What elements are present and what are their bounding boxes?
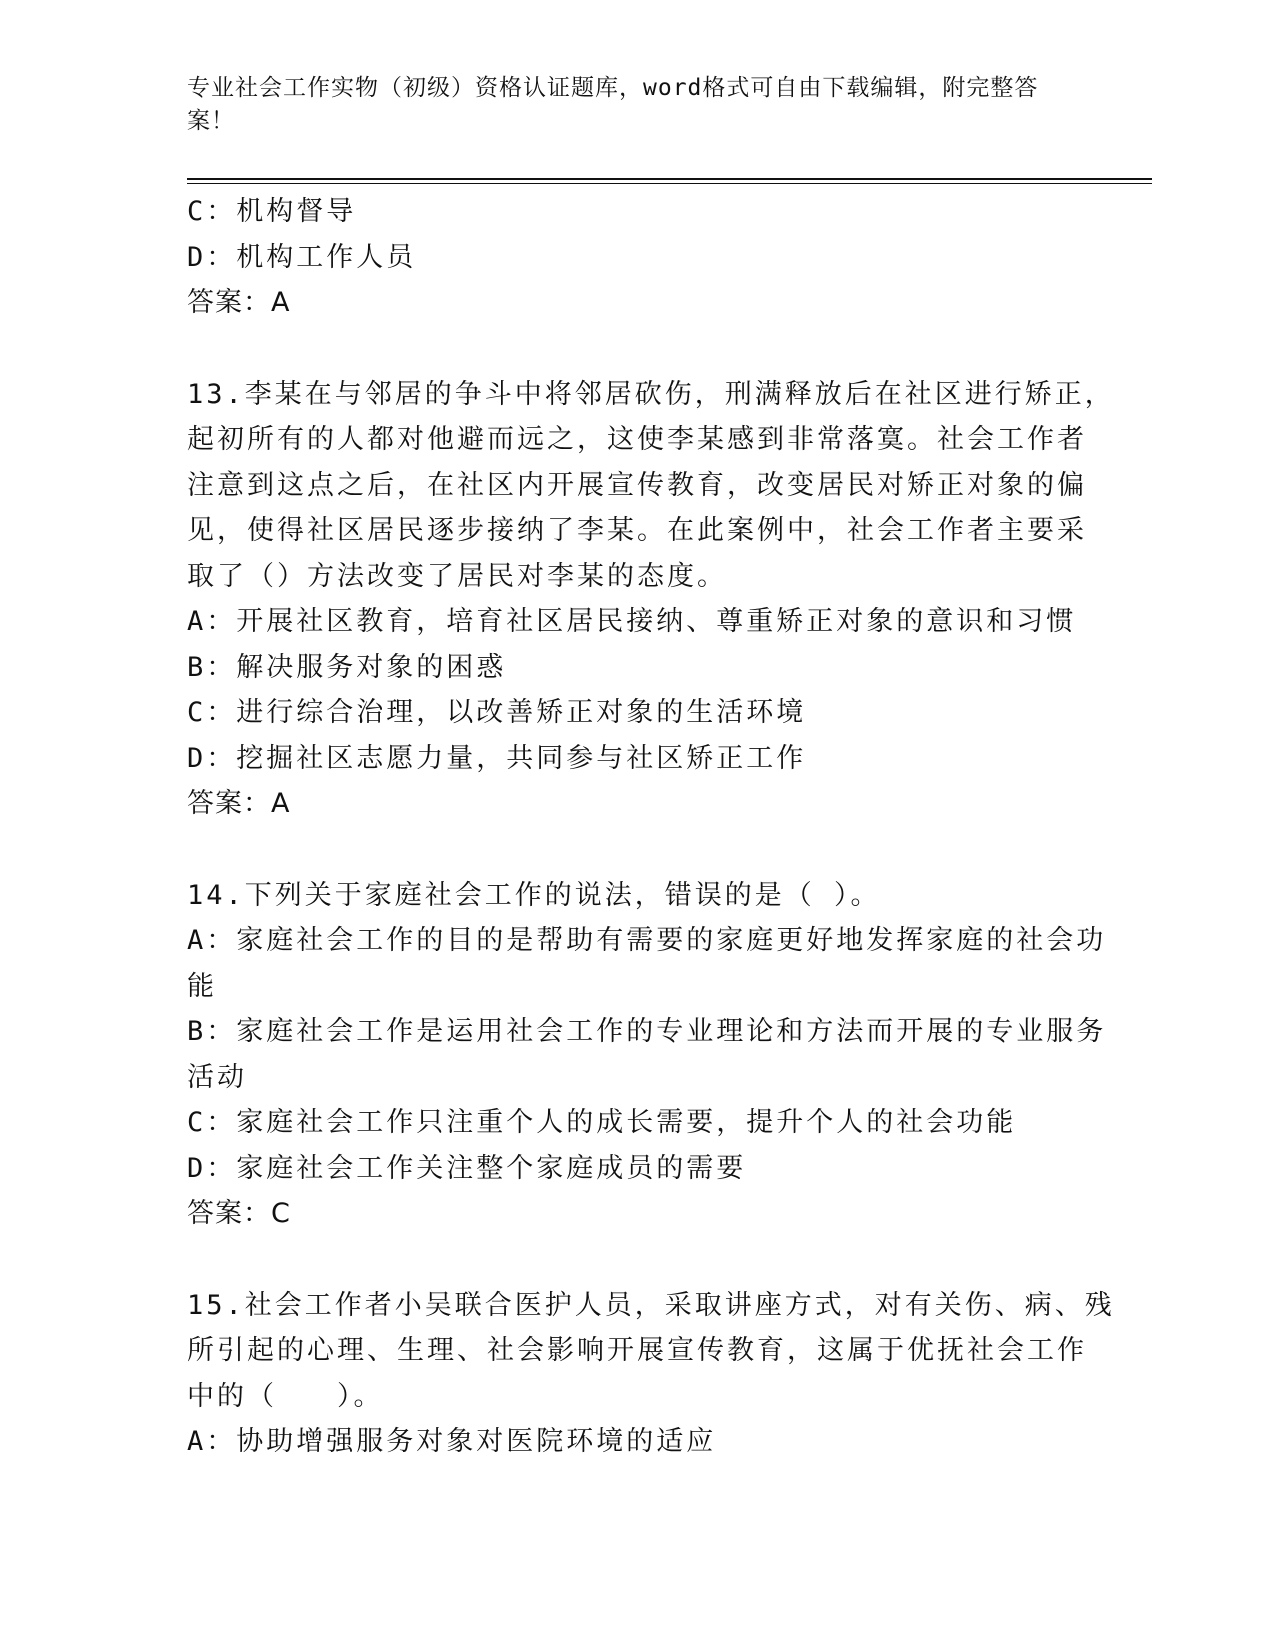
question-text-line: 所引起的心理、生理、社会影响开展宣传教育，这属于优抚社会工作: [187, 1335, 1087, 1366]
header-rule-thin: [187, 183, 1152, 184]
option-c: C：机构督导: [187, 196, 357, 227]
answer-line: 答案：C: [187, 1198, 291, 1229]
question-text-line: 14.下列关于家庭社会工作的说法，错误的是（ ）。: [187, 879, 881, 911]
option-a: A：家庭社会工作的目的是帮助有需要的家庭更好地发挥家庭的社会功: [187, 925, 1107, 956]
question-text-line: 起初所有的人都对他避而远之，这使李某感到非常落寞。社会工作者: [187, 424, 1087, 455]
option-c: C：进行综合治理，以改善矫正对象的生活环境: [187, 697, 807, 728]
question-text-line: 注意到这点之后，在社区内开展宣传教育，改变居民对矫正对象的偏: [187, 469, 1087, 501]
question-block-14: [187, 873, 1107, 1237]
option-d: D：挖掘社区志愿力量，共同参与社区矫正工作: [187, 742, 807, 774]
option-b: B：家庭社会工作是运用社会工作的专业理论和方法而开展的专业服务: [187, 1016, 1107, 1047]
page-header: 专业社会工作实物（初级）资格认证题库，word格式可自由下载编辑，附完整答案！: [187, 75, 1039, 134]
option-a: A：协助增强服务对象对医院环境的适应: [187, 1426, 717, 1457]
option-b: B：解决服务对象的困惑: [187, 651, 507, 683]
answer-line: 答案：A: [187, 287, 291, 318]
question-text-line: 中的（ ）。: [187, 1380, 384, 1412]
question-content: [187, 189, 1115, 1465]
question-text-line: 15.社会工作者小吴联合医护人员，采取讲座方式，对有关伤、病、残: [187, 1289, 1115, 1321]
option-b-continued: 活动: [187, 1061, 247, 1093]
option-d: D：机构工作人员: [187, 241, 417, 273]
option-a: A：开展社区教育，培育社区居民接纳、尊重矫正对象的意识和习惯: [187, 606, 1077, 637]
question-block-13: [187, 372, 1115, 827]
option-d: D：家庭社会工作关注整个家庭成员的需要: [187, 1152, 747, 1184]
answer-line: 答案：A: [187, 788, 291, 819]
question-block-15: [187, 1283, 1115, 1465]
question-block-12: [187, 189, 1087, 326]
spacer: [187, 827, 1087, 873]
header-rule-thick: [187, 178, 1152, 180]
option-a-continued: 能: [187, 970, 217, 1002]
question-text-line: 取了（）方法改变了居民对李某的态度。: [187, 560, 727, 592]
spacer: [187, 1237, 1087, 1283]
spacer: [187, 326, 1087, 372]
option-c: C：家庭社会工作只注重个人的成长需要，提升个人的社会功能: [187, 1107, 1017, 1138]
question-text-line: 13.李某在与邻居的争斗中将邻居砍伤，刑满释放后在社区进行矫正，: [187, 378, 1115, 410]
question-text-line: 见，使得社区居民逐步接纳了李某。在此案例中，社会工作者主要采: [187, 515, 1087, 546]
